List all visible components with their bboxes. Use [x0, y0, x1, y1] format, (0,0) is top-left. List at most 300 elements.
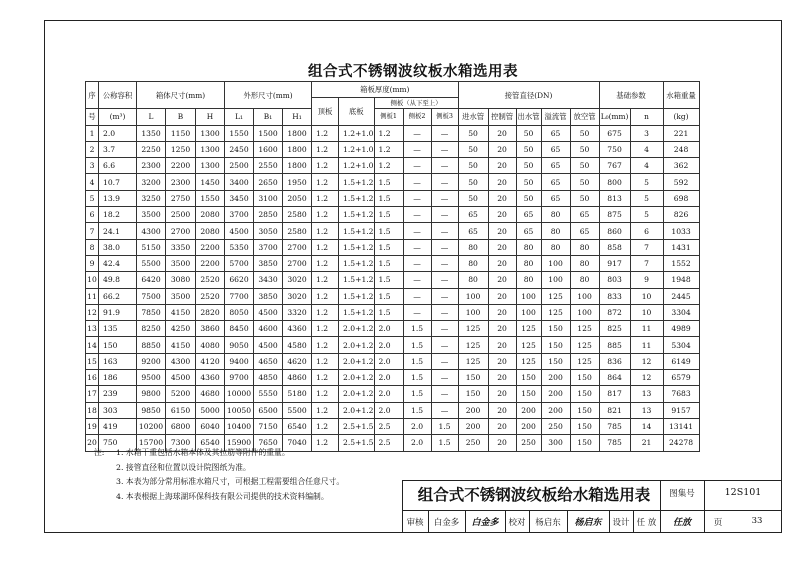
- table-cell: 5000: [196, 402, 225, 418]
- table-cell: 125: [458, 337, 488, 353]
- table-cell: 9500: [137, 370, 166, 386]
- note-item: 4. 本表根据上海球湖环保科技有限公司提供的技术资料编制。: [116, 491, 329, 501]
- table-row: [86, 321, 700, 337]
- table-cell: 65: [541, 141, 570, 157]
- table-cell: 150: [570, 418, 599, 434]
- table-cell: —: [431, 239, 458, 255]
- header-side-1: 侧板1: [374, 109, 403, 125]
- table-cell: 50: [458, 158, 488, 174]
- table-cell: 3500: [137, 207, 166, 223]
- table-cell: —: [431, 370, 458, 386]
- table-cell: 803: [599, 272, 630, 288]
- table-cell: —: [403, 288, 431, 304]
- table-cell: 24.1: [99, 223, 137, 239]
- header-H1: H₁: [283, 109, 312, 125]
- table-cell: 200: [458, 418, 488, 434]
- table-cell: 100: [541, 255, 570, 271]
- table-cell: 1.5: [374, 239, 403, 255]
- table-cell: 3350: [166, 239, 196, 255]
- table-cell: 1.5: [403, 386, 431, 402]
- table-cell: 13: [86, 321, 99, 337]
- table-cell: 875: [599, 207, 630, 223]
- table-cell: 14: [630, 418, 663, 434]
- table-cell: 4360: [196, 370, 225, 386]
- table-cell: 3050: [254, 223, 283, 239]
- table-cell: 833: [599, 288, 630, 304]
- table-cell: 12: [630, 370, 663, 386]
- note-item: 3. 本表为部分常用标准水箱尺寸，可根据工程需要组合任意尺寸。: [116, 477, 345, 486]
- table-cell: 675: [599, 125, 630, 141]
- table-cell: —: [431, 125, 458, 141]
- table-cell: 2080: [196, 207, 225, 223]
- table-cell: 20: [488, 158, 516, 174]
- table-cell: 5180: [283, 386, 312, 402]
- table-cell: 5550: [254, 386, 283, 402]
- table-cell: 2700: [166, 223, 196, 239]
- notes-label: 注:: [94, 448, 105, 457]
- table-cell: 20: [488, 255, 516, 271]
- table-cell: 150: [570, 386, 599, 402]
- table-cell: 4: [86, 174, 99, 190]
- table-cell: 38.0: [99, 239, 137, 255]
- table-cell: 100: [458, 304, 488, 320]
- table-cell: —: [403, 239, 431, 255]
- table-cell: 80: [570, 255, 599, 271]
- header-overflow: 溢流管: [541, 109, 570, 125]
- table-cell: 4300: [166, 353, 196, 369]
- table-cell: 419: [99, 418, 137, 434]
- header-row-no: 序: [86, 82, 99, 109]
- table-cell: 1.5+1.2: [339, 190, 375, 206]
- table-cell: 872: [599, 304, 630, 320]
- table-cell: 20: [488, 402, 516, 418]
- table-cell: 2850: [254, 207, 283, 223]
- table-cell: 817: [599, 386, 630, 402]
- table-cell: 5: [630, 207, 663, 223]
- table-cell: 4989: [663, 321, 699, 337]
- design-label: 设计: [612, 518, 630, 528]
- table-cell: 150: [516, 370, 541, 386]
- table-cell: 20: [488, 435, 516, 451]
- table-cell: 4500: [225, 223, 254, 239]
- table-cell: 80: [458, 255, 488, 271]
- table-cell: 1.5: [374, 255, 403, 271]
- table-cell: 42.4: [99, 255, 137, 271]
- table-cell: 125: [570, 321, 599, 337]
- table-cell: —: [431, 158, 458, 174]
- table-row: [86, 402, 700, 418]
- table-cell: 250: [516, 435, 541, 451]
- table-cell: 2200: [196, 255, 225, 271]
- table-cell: 1800: [283, 125, 312, 141]
- table-cell: 4: [630, 158, 663, 174]
- table-cell: 2050: [283, 190, 312, 206]
- table-cell: 7683: [663, 386, 699, 402]
- table-cell: 65: [458, 207, 488, 223]
- table-cell: 221: [663, 125, 699, 141]
- table-row: [86, 386, 700, 402]
- table-cell: 4850: [254, 370, 283, 386]
- table-cell: 1.5: [403, 402, 431, 418]
- table-row: [86, 353, 700, 369]
- header-top-plate: 顶板: [312, 98, 339, 125]
- table-cell: 8050: [225, 304, 254, 320]
- table-cell: 13: [630, 386, 663, 402]
- table-cell: 9: [630, 272, 663, 288]
- table-cell: 7300: [166, 435, 196, 451]
- table-cell: 1.2: [312, 288, 339, 304]
- table-row: [86, 418, 700, 434]
- table-cell: 250: [458, 435, 488, 451]
- table-cell: 13141: [663, 418, 699, 434]
- table-cell: 3320: [283, 304, 312, 320]
- page-number: 33: [751, 516, 763, 526]
- table-cell: 2.0+1.2: [339, 370, 375, 386]
- page-title: 组合式不锈钢波纹板水箱选用表: [308, 64, 518, 80]
- table-cell: 5200: [166, 386, 196, 402]
- header-foundation: 基础参数: [599, 82, 663, 109]
- table-cell: 2700: [283, 255, 312, 271]
- table-cell: 3.7: [99, 141, 137, 157]
- table-cell: 5: [630, 190, 663, 206]
- table-cell: 9157: [663, 402, 699, 418]
- table-cell: 1431: [663, 239, 699, 255]
- table-cell: 1.2: [374, 158, 403, 174]
- table-cell: 1550: [196, 190, 225, 206]
- table-cell: 4500: [254, 337, 283, 353]
- table-cell: 150: [570, 402, 599, 418]
- table-cell: 7850: [137, 304, 166, 320]
- table-cell: 1.5: [431, 418, 458, 434]
- note-item: 1. 水箱干重包括水箱本体及其拉筋等附件的重量。: [116, 448, 290, 457]
- table-cell: 4860: [283, 370, 312, 386]
- header-bottom-plate: 底板: [339, 98, 375, 125]
- table-cell: 24278: [663, 435, 699, 451]
- table-cell: 1.2: [312, 255, 339, 271]
- table-cell: 150: [541, 321, 570, 337]
- table-cell: —: [403, 223, 431, 239]
- reviewer-name: 白金多: [433, 518, 460, 528]
- table-cell: 15900: [225, 435, 254, 451]
- table-cell: 50: [458, 174, 488, 190]
- table-cell: —: [403, 174, 431, 190]
- table-cell: 750: [599, 141, 630, 157]
- table-cell: 91.9: [99, 304, 137, 320]
- table-cell: 125: [458, 353, 488, 369]
- table-cell: 2250: [137, 141, 166, 157]
- table-cell: 858: [599, 239, 630, 255]
- table-cell: —: [403, 272, 431, 288]
- table-body: [86, 125, 700, 451]
- table-cell: 150: [516, 386, 541, 402]
- table-cell: 50: [570, 125, 599, 141]
- table-cell: 200: [541, 386, 570, 402]
- table-cell: 1948: [663, 272, 699, 288]
- table-cell: 1.2: [374, 125, 403, 141]
- table-cell: 4500: [254, 304, 283, 320]
- table-cell: 5150: [137, 239, 166, 255]
- table-cell: 6: [86, 207, 99, 223]
- table-cell: 1.5+1.2: [339, 207, 375, 223]
- table-cell: 2.5+1.5: [339, 435, 375, 451]
- tank-selection-table: [85, 81, 700, 452]
- header-H: H: [196, 109, 225, 125]
- table-cell: 1.2: [312, 174, 339, 190]
- table-cell: 80: [541, 239, 570, 255]
- table-cell: 9700: [225, 370, 254, 386]
- table-cell: 2.0+1.2: [339, 386, 375, 402]
- table-cell: 2650: [254, 174, 283, 190]
- table-cell: 125: [516, 337, 541, 353]
- table-cell: 7: [630, 239, 663, 255]
- table-cell: 50: [516, 141, 541, 157]
- table-cell: 1.5+1.2: [339, 304, 375, 320]
- header-outlet: 出水管: [516, 109, 541, 125]
- table-cell: 6040: [196, 418, 225, 434]
- table-cell: 4600: [254, 321, 283, 337]
- header-side-2: 侧板2: [403, 109, 431, 125]
- table-cell: 2: [86, 141, 99, 157]
- table-cell: 1033: [663, 223, 699, 239]
- table-cell: 6: [630, 223, 663, 239]
- table-cell: 3080: [166, 272, 196, 288]
- table-cell: 1600: [254, 141, 283, 157]
- table-cell: 1.5+1.2: [339, 288, 375, 304]
- table-cell: 2.0+1.2: [339, 337, 375, 353]
- table-row: [86, 174, 700, 190]
- table-cell: 15700: [137, 435, 166, 451]
- table-cell: 2.0: [403, 435, 431, 451]
- table-cell: 1.2: [312, 337, 339, 353]
- table-cell: 3850: [254, 288, 283, 304]
- table-cell: 1.5: [374, 304, 403, 320]
- table-cell: 150: [458, 370, 488, 386]
- table-cell: 860: [599, 223, 630, 239]
- table-cell: 800: [599, 174, 630, 190]
- table-cell: 1.2+1.0: [339, 141, 375, 157]
- table-cell: 17: [86, 386, 99, 402]
- table-cell: 1250: [166, 141, 196, 157]
- table-cell: 3450: [225, 190, 254, 206]
- table-cell: 186: [99, 370, 137, 386]
- table-cell: 1.5: [403, 337, 431, 353]
- table-cell: 65: [541, 174, 570, 190]
- table-cell: 150: [541, 353, 570, 369]
- table-cell: 1.2: [374, 141, 403, 157]
- header-pipe-diameter: 接管直径(DN): [458, 82, 599, 109]
- table-cell: 150: [458, 386, 488, 402]
- table-cell: 7150: [254, 418, 283, 434]
- table-cell: 80: [516, 255, 541, 271]
- table-cell: 1.2: [312, 353, 339, 369]
- checker-name: 杨启东: [535, 518, 561, 528]
- table-cell: 5350: [225, 239, 254, 255]
- table-row: [86, 255, 700, 271]
- table-cell: 65: [458, 223, 488, 239]
- table-cell: 250: [541, 418, 570, 434]
- table-cell: 125: [541, 288, 570, 304]
- table-cell: 50: [570, 158, 599, 174]
- table-cell: 200: [516, 418, 541, 434]
- table-cell: 2300: [137, 158, 166, 174]
- table-cell: 1.2: [312, 125, 339, 141]
- table-cell: 21: [630, 435, 663, 451]
- table-cell: 49.8: [99, 272, 137, 288]
- table-cell: 7040: [283, 435, 312, 451]
- table-cell: 163: [99, 353, 137, 369]
- table-cell: 2.0: [403, 418, 431, 434]
- table-cell: 4620: [283, 353, 312, 369]
- table-cell: —: [403, 304, 431, 320]
- table-cell: 80: [516, 272, 541, 288]
- table-cell: 1.2: [312, 239, 339, 255]
- table-cell: 6620: [225, 272, 254, 288]
- table-cell: 1.5: [403, 353, 431, 369]
- table-cell: 16: [86, 370, 99, 386]
- table-cell: 1.5: [403, 321, 431, 337]
- table-cell: 65: [516, 223, 541, 239]
- table-cell: —: [403, 141, 431, 157]
- table-cell: 150: [99, 337, 137, 353]
- table-cell: 9200: [137, 353, 166, 369]
- table-cell: 1.5+1.2: [339, 255, 375, 271]
- table-cell: 3500: [166, 255, 196, 271]
- table-row: [86, 272, 700, 288]
- header-side-plate: 侧板（从下至上）: [374, 98, 458, 109]
- header-side-3: 侧板3: [431, 109, 458, 125]
- table-cell: 4680: [196, 386, 225, 402]
- table-cell: 2.0: [99, 125, 137, 141]
- table-cell: 6150: [166, 402, 196, 418]
- table-cell: 20: [488, 207, 516, 223]
- table-cell: 1300: [196, 158, 225, 174]
- table-cell: 20: [488, 239, 516, 255]
- table-cell: 20: [488, 288, 516, 304]
- table-cell: 7: [86, 223, 99, 239]
- table-cell: 100: [516, 304, 541, 320]
- table-cell: 80: [570, 272, 599, 288]
- table-cell: 20: [488, 418, 516, 434]
- table-cell: 100: [458, 288, 488, 304]
- table-cell: —: [403, 207, 431, 223]
- table-cell: 20: [86, 435, 99, 451]
- table-cell: 4300: [137, 223, 166, 239]
- table-cell: 2.5+1.5: [339, 418, 375, 434]
- header-box-size: 箱体尺寸(mm): [137, 82, 225, 109]
- table-cell: 20: [488, 353, 516, 369]
- table-cell: 750: [99, 435, 137, 451]
- table-cell: —: [431, 337, 458, 353]
- table-cell: 80: [570, 239, 599, 255]
- table-cell: 5304: [663, 337, 699, 353]
- table-cell: 9: [86, 255, 99, 271]
- table-cell: 80: [516, 239, 541, 255]
- table-cell: 20: [488, 370, 516, 386]
- table-cell: 50: [570, 141, 599, 157]
- table-cell: 3700: [225, 207, 254, 223]
- header-plate-thickness: 箱板厚度(mm): [312, 82, 459, 98]
- table-cell: 4: [630, 141, 663, 157]
- table-cell: 6149: [663, 353, 699, 369]
- table-cell: 8: [86, 239, 99, 255]
- table-cell: 1.2: [312, 321, 339, 337]
- table-cell: 3: [630, 125, 663, 141]
- table-cell: 8850: [137, 337, 166, 353]
- table-cell: 2.0: [374, 386, 403, 402]
- table-cell: 11: [630, 321, 663, 337]
- table-cell: 3304: [663, 304, 699, 320]
- table-cell: 65: [541, 125, 570, 141]
- header-L: L: [137, 109, 166, 125]
- table-cell: 1.2: [312, 370, 339, 386]
- table-cell: 65: [570, 207, 599, 223]
- table-cell: 80: [458, 239, 488, 255]
- table-row: [86, 239, 700, 255]
- table-cell: 785: [599, 435, 630, 451]
- table-cell: 825: [599, 321, 630, 337]
- table-cell: 1.5+1.2: [339, 174, 375, 190]
- table-cell: 125: [570, 337, 599, 353]
- table-cell: 20: [488, 304, 516, 320]
- table-cell: 6800: [166, 418, 196, 434]
- table-cell: 1.2: [312, 435, 339, 451]
- table-cell: 1552: [663, 255, 699, 271]
- table-cell: —: [431, 174, 458, 190]
- table-cell: 3430: [254, 272, 283, 288]
- header-B: B: [166, 109, 196, 125]
- table-cell: 3500: [166, 288, 196, 304]
- table-cell: 125: [458, 321, 488, 337]
- table-cell: 80: [541, 223, 570, 239]
- header-weight: 水箱重量: [663, 82, 699, 109]
- table-cell: 3850: [254, 255, 283, 271]
- table-cell: 14: [86, 337, 99, 353]
- table-cell: 12: [86, 304, 99, 320]
- table-cell: 2700: [283, 239, 312, 255]
- table-cell: —: [403, 255, 431, 271]
- table-cell: 6420: [137, 272, 166, 288]
- table-cell: 11: [86, 288, 99, 304]
- table-row: [86, 125, 700, 141]
- table-cell: —: [431, 402, 458, 418]
- table-cell: 785: [599, 418, 630, 434]
- table-cell: —: [403, 158, 431, 174]
- note-item: 2. 接管直径和位置以设计院图纸为准。: [116, 462, 251, 472]
- table-cell: 2500: [166, 207, 196, 223]
- table-cell: 2.5: [374, 418, 403, 434]
- table-row: [86, 141, 700, 157]
- table-cell: 885: [599, 337, 630, 353]
- table-cell: 15: [86, 353, 99, 369]
- table-cell: 300: [541, 435, 570, 451]
- table-row: [86, 158, 700, 174]
- table-cell: 5500: [283, 402, 312, 418]
- table-cell: 4080: [196, 337, 225, 353]
- table-cell: 5500: [137, 255, 166, 271]
- table-cell: 50: [516, 190, 541, 206]
- table-cell: 13.9: [99, 190, 137, 206]
- table-cell: 50: [458, 125, 488, 141]
- review-label: 审核: [406, 518, 424, 528]
- table-cell: 3250: [137, 190, 166, 206]
- table-cell: 4120: [196, 353, 225, 369]
- table-cell: 2580: [283, 207, 312, 223]
- table-cell: 20: [488, 125, 516, 141]
- table-cell: 2.0+1.2: [339, 353, 375, 369]
- table-cell: —: [431, 223, 458, 239]
- table-cell: 1.5: [374, 272, 403, 288]
- table-cell: 50: [516, 158, 541, 174]
